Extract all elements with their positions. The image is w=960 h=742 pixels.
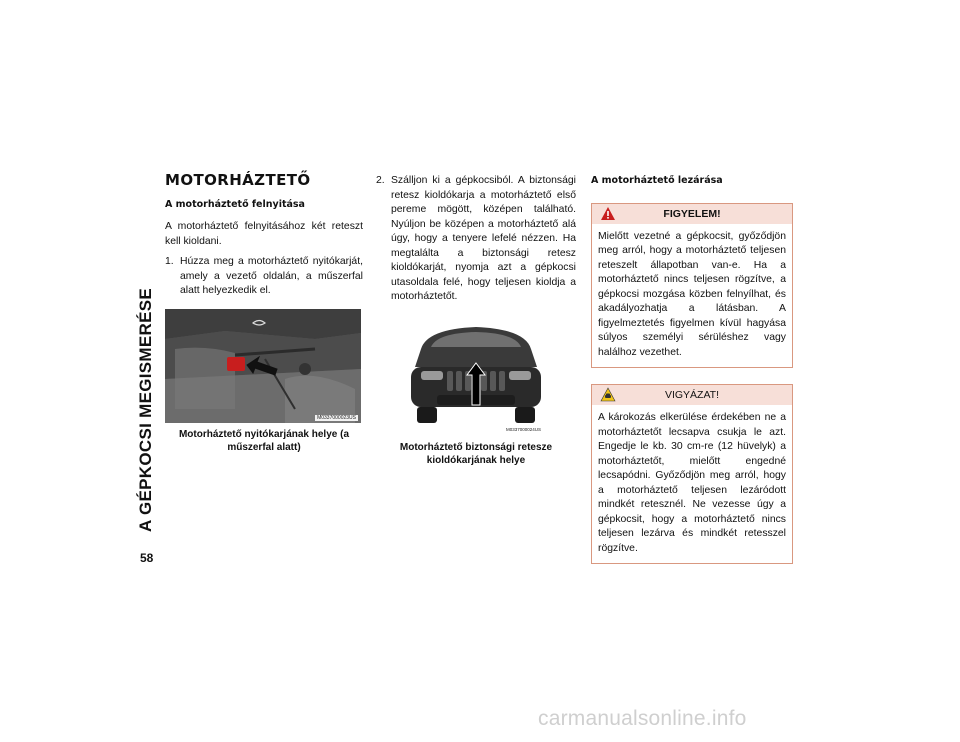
section-subtitle-opening: A motorháztető felnyitása	[165, 198, 305, 210]
right-column	[591, 160, 793, 564]
hood-release-lever	[227, 357, 245, 371]
step-1-text: Húzza meg a motorháztető nyitókarját, amely a vezető oldalán, a műszerfal alatt helyezkedik el.	[180, 256, 363, 296]
warning-text: Mielőtt vezetné a gépkocsit, győződjön meg arról, hogy a motorháztető teljesen reteszelt állapotban van-e. Ha a motorháztető nincs teljesen rögzítve, a gépkocsi mozgása közben felnyílhat, és akadályozhatja a látásban. A figyelmeztetés figyelmen kívül hagyása súlyos személyi sérüléshez vagy halálhoz vezethet.	[598, 230, 786, 358]
photo-code-1: M0337000023US	[317, 414, 356, 421]
watermark: carmanualsonline.info	[538, 707, 747, 730]
caution-box	[591, 384, 793, 564]
step-2	[376, 174, 576, 305]
warning-header	[592, 204, 792, 224]
warning-title: FIGYELEM!	[663, 207, 721, 220]
step-2-number: 2.	[376, 175, 385, 186]
photo-code-2: M0337000024US	[505, 426, 541, 432]
dashboard-underside-illustration	[165, 309, 361, 423]
warning-triangle-icon	[600, 206, 616, 221]
left-column	[165, 160, 363, 454]
intro-paragraph: A motorháztető felnyitásához két reteszt kell kioldani.	[165, 221, 363, 247]
caution-header	[592, 385, 792, 405]
step-1	[165, 255, 363, 299]
photo-caption-2: Motorháztető biztonsági retesze kioldókarjának helye	[399, 441, 553, 466]
caution-text: A károkozás elkerülése érdekében ne a motorháztetőt lecsapva csukja le azt. Engedje le kb. 30 cm-re (12 hüvelyk) a motorháztetőt, mielőtt engedné lecsapódni. Győződjön meg arról, hogy a motorháztető teljesen lezáródott mindkét retesznél. Ne vezesse úgy a gépkocsit, hogy a motorháztető nincs teljesen lezárva és mindkét retesszel rögzítve.	[598, 412, 786, 554]
section-side-tab-label: A GÉPKOCSI MEGISMERÉSE	[136, 287, 155, 533]
warning-box	[591, 203, 793, 369]
section-subtitle-closing: A motorháztető lezárása	[591, 175, 723, 186]
section-side-tab	[136, 160, 156, 720]
step-1-number: 1.	[165, 256, 174, 267]
vehicle-front-illustration	[407, 323, 545, 427]
middle-column	[376, 160, 576, 467]
page-title: MOTORHÁZTETŐ	[165, 171, 311, 189]
page-number: 58	[140, 551, 154, 565]
hood-release-lever-photo	[165, 309, 361, 423]
vehicle-caution-icon	[600, 387, 616, 402]
photo-caption-1: Motorháztető nyitókarjának helye (a műszerfal alatt)	[178, 428, 350, 453]
vehicle-front-photo	[407, 323, 545, 433]
step-2-text: Szálljon ki a gépkocsiból. A biztonsági retesz kioldókarja a motorháztető első pereme mögött, középen található. Nyúljon be középen a motorháztető alá úgy, hogy a tenyere lefelé nézzen. Ha megtalálta a biztonsági retesz kioldókarját, nyomja azt a gépkocsi utasoldala felé, hogy teljesen kioldja a motorháztetőt.	[391, 175, 576, 302]
caution-title: VIGYÁZAT!	[664, 389, 720, 401]
